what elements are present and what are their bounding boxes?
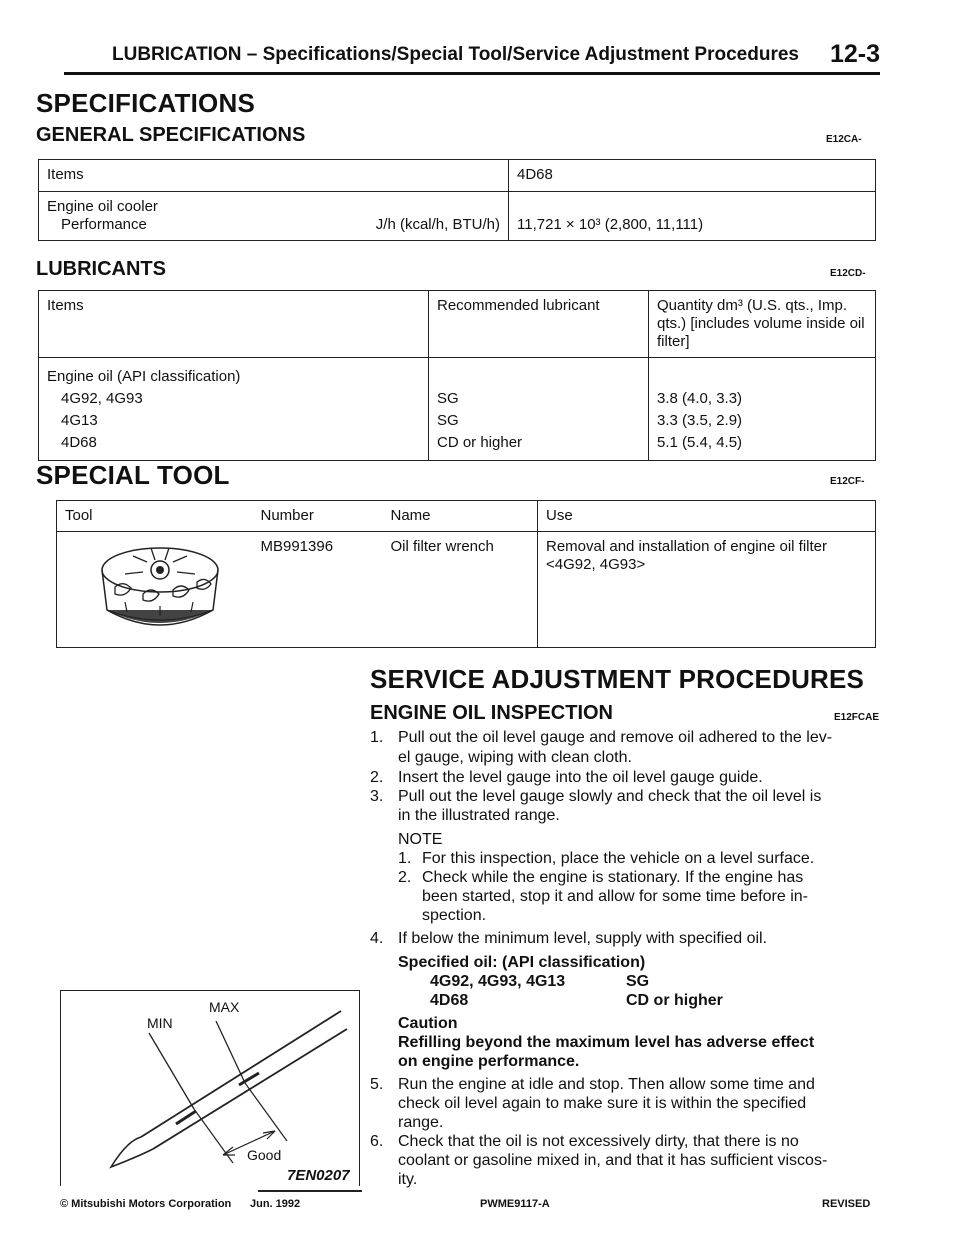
table-header-cell: Tool bbox=[57, 501, 253, 532]
figure-bottom-rule bbox=[258, 1190, 362, 1192]
note-text: been started, stop it and allow for some time before in- bbox=[422, 888, 808, 905]
table-cell bbox=[538, 532, 876, 648]
lubricant-type: CD or higher bbox=[437, 434, 523, 451]
table-cell bbox=[39, 358, 429, 461]
lubricants-code: E12CD- bbox=[830, 268, 866, 279]
lubricant-item: 4G13 bbox=[61, 412, 98, 429]
tool-use-line: <4G92, 4G93> bbox=[546, 556, 646, 573]
step-text: Check that the oil is not excessively dirty, that there is no bbox=[398, 1133, 799, 1150]
step-number: 5. bbox=[370, 1076, 384, 1093]
figure-code: 7EN0207 bbox=[287, 1167, 350, 1184]
special-tool-table bbox=[56, 500, 876, 648]
table-header-cell: Items bbox=[39, 291, 429, 358]
figure-label-min: MIN bbox=[147, 1015, 173, 1031]
step-text: check oil level again to make sure it is within the specified bbox=[398, 1095, 807, 1112]
table-header-cell: Name bbox=[383, 501, 538, 532]
oil-level-gauge-figure bbox=[60, 990, 360, 1186]
oil-filter-wrench-icon bbox=[85, 532, 235, 642]
note-text: Check while the engine is stationary. If the engine has bbox=[422, 869, 804, 886]
caution-label: Caution bbox=[398, 1015, 458, 1032]
special-tool-title: SPECIAL TOOL bbox=[36, 460, 230, 490]
running-header-title: LUBRICATION – Specifications/Special Tool/Service Adjustment Procedures bbox=[112, 44, 799, 65]
table-header-cell: Quantity dm³ (U.S. qts., Imp. qts.) [includes volume inside oil filter] bbox=[649, 291, 876, 358]
note-label: NOTE bbox=[398, 831, 443, 848]
specified-oil-engines: 4G92, 4G93, 4G13 bbox=[430, 973, 566, 990]
table-header-cell: Items bbox=[39, 160, 509, 192]
table-row bbox=[39, 358, 876, 461]
note-number: 1. bbox=[398, 850, 412, 867]
header-rule bbox=[64, 72, 880, 75]
note-number: 2. bbox=[398, 869, 412, 886]
caution-text: on engine performance. bbox=[398, 1053, 580, 1070]
caution-text: Refilling beyond the maximum level has adverse effect bbox=[398, 1034, 815, 1051]
note-text: For this inspection, place the vehicle on a level surface. bbox=[422, 850, 815, 867]
table-cell: Oil filter wrench bbox=[383, 532, 538, 648]
lubricant-item: 4G92, 4G93 bbox=[61, 390, 143, 407]
step-number: 4. bbox=[370, 930, 384, 947]
tool-image-cell bbox=[57, 532, 253, 648]
table-cell bbox=[429, 358, 649, 461]
specified-oil-type: SG bbox=[626, 973, 650, 990]
step-text: range. bbox=[398, 1114, 444, 1131]
lubricant-type: SG bbox=[437, 390, 459, 407]
running-header bbox=[112, 40, 880, 68]
specified-oil-type: CD or higher bbox=[626, 992, 723, 1009]
step-text: Pull out the oil level gauge and remove oil adhered to the lev- bbox=[398, 729, 833, 746]
table-header-cell: Number bbox=[253, 501, 383, 532]
step-number: 1. bbox=[370, 729, 384, 746]
table-cell bbox=[39, 192, 509, 241]
table-header-cell: Use bbox=[538, 501, 876, 532]
table-row bbox=[57, 532, 876, 648]
engine-oil-inspection-code: E12FCAE bbox=[834, 712, 880, 723]
table-header-row bbox=[57, 501, 876, 532]
lubricants-table bbox=[38, 290, 876, 461]
row-group-label: Engine oil cooler bbox=[47, 198, 158, 215]
footer-revised: REVISED bbox=[822, 1198, 871, 1210]
step-number: 6. bbox=[370, 1133, 384, 1150]
lubricant-type: SG bbox=[437, 412, 459, 429]
table-header-cell: 4D68 bbox=[509, 160, 876, 192]
note-text: spection. bbox=[422, 907, 487, 924]
figure-label-good: Good bbox=[247, 1147, 282, 1163]
row-unit-label: J/h (kcal/h, BTU/h) bbox=[375, 216, 500, 233]
special-tool-code: E12CF- bbox=[830, 476, 865, 487]
general-specifications-table bbox=[38, 159, 876, 241]
footer-doc-code: PWME9117-A bbox=[480, 1198, 550, 1210]
lubricant-quantity: 3.8 (4.0, 3.3) bbox=[657, 390, 743, 407]
specified-oil-label: Specified oil: (API classification) bbox=[398, 954, 646, 971]
table-cell: 11,721 × 10³ (2,800, 11,111) bbox=[509, 192, 876, 241]
step-text: Pull out the level gauge slowly and check that the oil level is bbox=[398, 788, 822, 805]
row-item-label: Performance bbox=[61, 216, 147, 233]
step-text: in the illustrated range. bbox=[398, 807, 560, 824]
section-title-specifications: SPECIFICATIONS bbox=[36, 88, 256, 118]
step-number: 2. bbox=[370, 769, 384, 786]
lubricant-item: 4D68 bbox=[61, 434, 97, 451]
table-header-cell: Recommended lubricant bbox=[429, 291, 649, 358]
table-row bbox=[39, 192, 876, 241]
service-title: SERVICE ADJUSTMENT PROCEDURES bbox=[370, 664, 865, 694]
step-text: ity. bbox=[398, 1171, 418, 1188]
general-specifications-title: GENERAL SPECIFICATIONS bbox=[36, 124, 306, 146]
lubricant-quantity: 3.3 (3.5, 2.9) bbox=[657, 412, 743, 429]
tool-use-line: Removal and installation of engine oil filter bbox=[546, 538, 827, 555]
engine-oil-inspection-title: ENGINE OIL INSPECTION bbox=[370, 702, 613, 724]
table-cell bbox=[649, 358, 876, 461]
step-number: 3. bbox=[370, 788, 384, 805]
footer-date: Jun. 1992 bbox=[250, 1198, 301, 1210]
lubricants-title: LUBRICANTS bbox=[36, 258, 166, 280]
step-text: If below the minimum level, supply with specified oil. bbox=[398, 930, 768, 947]
table-header-row bbox=[39, 160, 876, 192]
footer-copyright: © Mitsubishi Motors Corporation bbox=[60, 1198, 232, 1210]
lubricant-group-label: Engine oil (API classification) bbox=[47, 368, 241, 385]
specified-oil-engines: 4D68 bbox=[430, 992, 469, 1009]
step-text: el gauge, wiping with clean cloth. bbox=[398, 749, 632, 766]
table-cell: MB991396 bbox=[253, 532, 383, 648]
lubricant-quantity: 5.1 (5.4, 4.5) bbox=[657, 434, 743, 451]
step-text: Insert the level gauge into the oil level gauge guide. bbox=[398, 769, 763, 786]
page-number: 12-3 bbox=[829, 40, 880, 68]
table-header-row bbox=[39, 291, 876, 358]
oil-level-gauge-icon bbox=[61, 991, 357, 1183]
figure-label-max: MAX bbox=[209, 999, 240, 1015]
step-text: coolant or gasoline mixed in, and that it has sufficient viscos- bbox=[398, 1152, 828, 1169]
general-specifications-code: E12CA- bbox=[826, 134, 862, 145]
step-text: Run the engine at idle and stop. Then allow some time and bbox=[398, 1076, 815, 1093]
